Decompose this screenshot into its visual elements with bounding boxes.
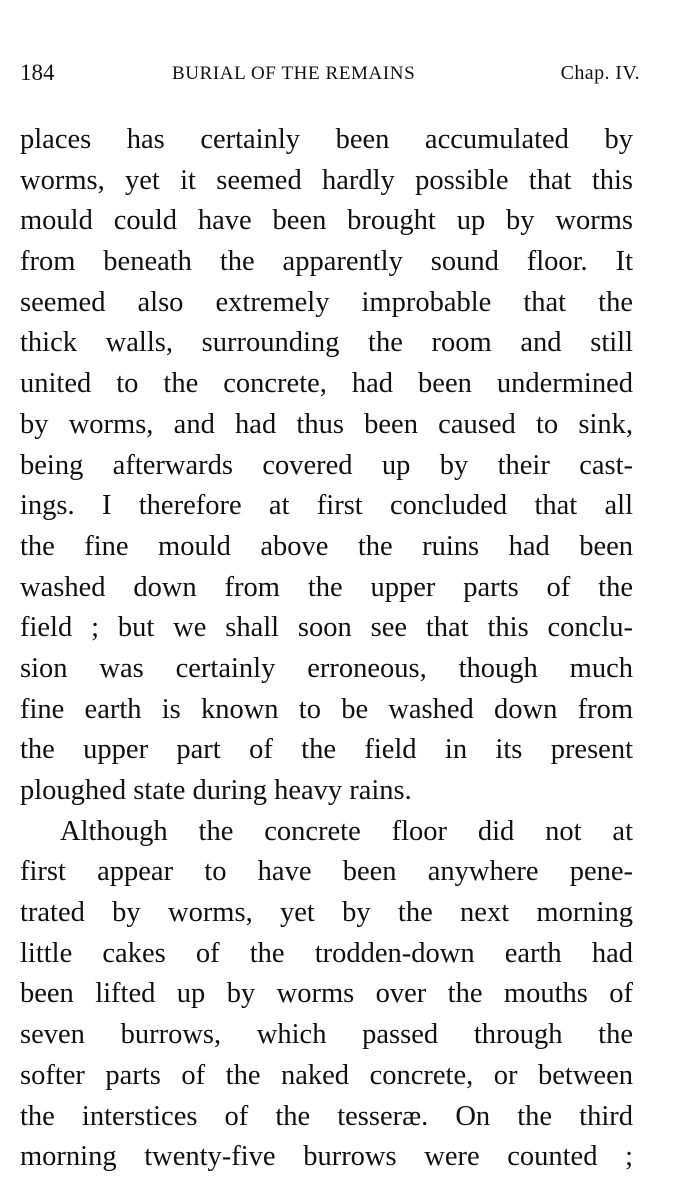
text-line: field ; but we shall soon see that this conclu-: [20, 612, 633, 644]
text-line: seemed also extremely improbable that the: [20, 286, 633, 318]
text-line: from beneath the apparently sound floor. It: [20, 246, 633, 278]
text-line: washed down from the upper parts of the: [20, 571, 633, 603]
paragraph-end-line: ploughed state during heavy rains.: [20, 775, 412, 806]
text-line: the interstices of the tesseræ. On the third: [20, 1100, 633, 1132]
text-line: places has certainly been accumulated by: [20, 124, 633, 155]
page-number: 184: [20, 60, 55, 85]
text-line: ings. I therefore at first concluded that all: [20, 490, 633, 522]
text-line: the upper part of the field in its present: [20, 734, 633, 766]
running-title: BURIAL OF THE REMAINS: [172, 63, 416, 84]
text-line: united to the concrete, had been undermined: [20, 368, 633, 400]
text-line: fine earth is known to be washed down from: [20, 693, 633, 725]
text-line: being afterwards covered up by their cast-: [20, 449, 633, 481]
text-line: seven burrows, which passed through the: [20, 1019, 633, 1051]
text-line: little cakes of the trodden-down earth had: [20, 937, 633, 969]
text-line: the fine mould above the ruins had been: [20, 530, 633, 562]
text-line: mould could have been brought up by worms: [20, 205, 633, 237]
text-line: sion was certainly erroneous, though much: [20, 652, 633, 684]
text-line: by worms, and had thus been caused to sink,: [20, 408, 633, 440]
paragraph-start-line: Although the concrete floor did not at: [60, 815, 633, 847]
text-line: softer parts of the naked concrete, or between: [20, 1059, 633, 1091]
text-line: worms, yet it seemed hardly possible that this: [20, 164, 633, 196]
body-text: [20, 120, 633, 1178]
text-line: thick walls, surrounding the room and still: [20, 327, 633, 359]
text-line: been lifted up by worms over the mouths of: [20, 978, 633, 1010]
text-line: morning twenty-five burrows were counted ;: [20, 1141, 633, 1173]
text-line: first appear to have been anywhere pene-: [20, 856, 633, 888]
chapter-label: Chap. IV.: [560, 62, 640, 84]
running-head: [20, 60, 640, 94]
text-line: trated by worms, yet by the next morning: [20, 897, 633, 929]
